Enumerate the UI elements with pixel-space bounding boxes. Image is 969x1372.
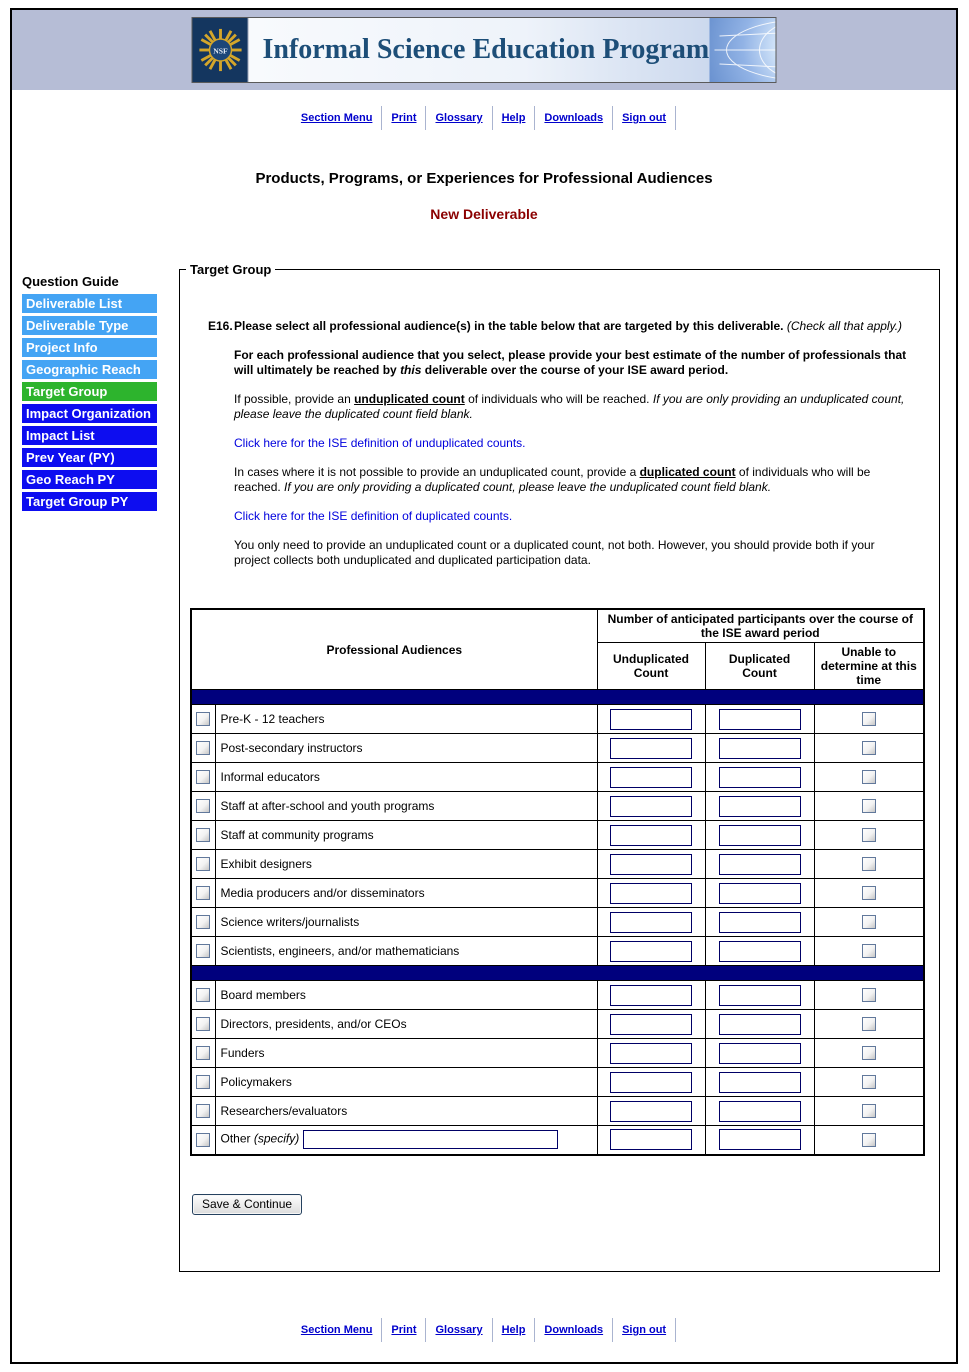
professional-audiences-table [190,608,925,1156]
nav-separator [492,106,493,130]
column-header-unduplicated-count: Unduplicated Count [597,643,705,690]
unduplicated-count-input[interactable] [610,941,692,962]
nsf-logo-icon [193,18,249,82]
other-specify-input[interactable] [303,1130,558,1149]
audience-label: Science writers/journalists [215,908,597,937]
duplicated-count-input[interactable] [719,941,801,962]
audience-select-checkbox[interactable] [196,1017,210,1031]
nav-link-help[interactable]: Help [501,1323,526,1336]
nav-link-downloads[interactable]: Downloads [544,1323,604,1336]
save-continue-button[interactable]: Save & Continue [192,1194,302,1215]
table-row [191,734,924,763]
bottom-navbar [12,1318,956,1342]
nav-separator [425,1318,426,1342]
unable-to-determine-checkbox[interactable] [862,799,876,813]
unable-to-determine-checkbox[interactable] [862,857,876,871]
audience-label: Funders [215,1039,597,1068]
top-navbar [12,106,956,130]
table-row [191,821,924,850]
duplicated-count-input[interactable] [719,912,801,933]
nav-link-sign-out[interactable]: Sign out [622,111,667,124]
duplicated-instruction: In cases where it is not possible to provide an unduplicated count, provide a duplicated count of individuals who will be reached. If you are only providing a duplicated count, please leave the unduplicated count field blank. [234,465,871,494]
sidebar-item-target-group-py[interactable]: Target Group PY [22,492,157,511]
question-guide-heading: Question Guide [22,274,119,289]
unable-to-determine-checkbox[interactable] [862,915,876,929]
duplicated-count-input[interactable] [719,738,801,759]
unable-to-determine-checkbox[interactable] [862,1104,876,1118]
nav-separator [675,1318,676,1342]
unduplicated-count-input[interactable] [610,1129,692,1150]
page-title: Products, Programs, or Experiences for Professional Audiences [255,170,713,187]
globe-graphic-icon [709,18,776,82]
audience-label: Informal educators [215,763,597,792]
nav-link-print[interactable]: Print [391,1323,417,1336]
unable-to-determine-checkbox[interactable] [862,988,876,1002]
sidebar-item-target-group[interactable]: Target Group [22,382,157,401]
duplicated-count-input[interactable] [719,985,801,1006]
question-guide-sidebar [22,274,160,514]
unduplicated-definition-row [234,436,909,451]
nav-separator [612,1318,613,1342]
nav-link-glossary[interactable]: Glossary [435,1323,483,1336]
unable-to-determine-checkbox[interactable] [862,770,876,784]
audience-label: Board members [215,981,597,1010]
duplicated-count-input[interactable] [719,883,801,904]
unduplicated-count-input[interactable] [610,854,692,875]
unable-to-determine-checkbox[interactable] [862,1017,876,1031]
estimate-instruction: For each professional audience that you select, please provide your best estimate of the number of professionals that will ultimately be reached by this deliverable over the course of your ISE award period. [234,348,907,377]
unduplicated-count-input[interactable] [610,1014,692,1035]
table-row [191,1010,924,1039]
sidebar-item-deliverable-list[interactable]: Deliverable List [22,294,157,313]
table-row [191,879,924,908]
program-banner [192,17,777,83]
unable-to-determine-checkbox[interactable] [862,828,876,842]
nav-link-help[interactable]: Help [501,111,526,124]
audience-select-checkbox[interactable] [196,886,210,900]
unduplicated-instruction: If possible, provide an unduplicated count of individuals who will be reached. If you are only providing an unduplicated count, please leave the duplicated count field blank. [234,392,905,421]
unable-to-determine-checkbox[interactable] [862,1133,876,1147]
audience-label-other: Other (specify) [215,1126,597,1155]
nav-link-section-menu[interactable]: Section Menu [300,1323,373,1336]
nav-link-sign-out[interactable]: Sign out [622,1323,667,1336]
unable-to-determine-checkbox[interactable] [862,886,876,900]
audience-select-checkbox[interactable] [196,915,210,929]
duplicated-count-input[interactable] [719,767,801,788]
unduplicated-count-input[interactable] [610,912,692,933]
duplicated-definition-link[interactable]: Click here for the ISE definition of duplicated counts. [234,509,513,523]
nav-link-glossary[interactable]: Glossary [435,111,483,124]
table-row [191,1039,924,1068]
svg-text:NSF: NSF [212,46,228,56]
audience-select-checkbox[interactable] [196,1046,210,1060]
section-band [191,966,924,981]
column-header-professional-audiences: Professional Audiences [191,609,597,690]
nav-separator [492,1318,493,1342]
sidebar-item-deliverable-type[interactable]: Deliverable Type [22,316,157,335]
audience-select-checkbox[interactable] [196,1075,210,1089]
unduplicated-count-input[interactable] [610,985,692,1006]
duplicated-count-input[interactable] [719,825,801,846]
audience-label: Staff at community programs [215,821,597,850]
banner-title: Informal Science Education Program [249,18,710,82]
audience-select-checkbox[interactable] [196,988,210,1002]
page-frame [10,8,958,1364]
audience-label: Scientists, engineers, and/or mathematicians [215,937,597,966]
unduplicated-definition-link[interactable]: Click here for the ISE definition of unduplicated counts. [234,436,526,450]
duplicated-count-input[interactable] [719,709,801,730]
audience-select-checkbox[interactable] [196,944,210,958]
unable-to-determine-checkbox[interactable] [862,741,876,755]
audience-label: Policymakers [215,1068,597,1097]
audience-select-checkbox[interactable] [196,857,210,871]
table-row [191,763,924,792]
target-group-fieldset [179,262,940,1272]
audience-label: Post-secondary instructors [215,734,597,763]
column-header-duplicated-count: Duplicated Count [705,643,814,690]
nav-separator [675,106,676,130]
header-band [12,10,956,90]
audience-select-checkbox[interactable] [196,1104,210,1118]
audience-select-checkbox[interactable] [196,799,210,813]
unduplicated-count-input[interactable] [610,1072,692,1093]
question-prompt: Please select all professional audience(s) in the table below that are targeted by this deliverable. (Check all that apply.) [234,319,903,333]
column-header-unable-to-determine: Unable to determine at this time [814,643,924,690]
table-row-other [191,1126,924,1155]
audience-select-checkbox[interactable] [196,712,210,726]
table-row [191,981,924,1010]
unduplicated-count-input[interactable] [610,883,692,904]
audience-label: Media producers and/or disseminators [215,879,597,908]
table-row [191,1068,924,1097]
unduplicated-count-input[interactable] [610,709,692,730]
unduplicated-count-input[interactable] [610,767,692,788]
nav-separator [381,1318,382,1342]
table-row [191,705,924,734]
unduplicated-count-input[interactable] [610,738,692,759]
nav-separator [425,106,426,130]
unable-to-determine-checkbox[interactable] [862,944,876,958]
audience-select-checkbox[interactable] [196,741,210,755]
unduplicated-count-input[interactable] [610,796,692,817]
nav-separator [534,106,535,130]
nav-link-print[interactable]: Print [391,111,417,124]
nav-link-section-menu[interactable]: Section Menu [300,111,373,124]
question-number: E16. [208,319,233,333]
nav-separator [381,106,382,130]
page-subtitle: New Deliverable [430,206,538,222]
duplicated-count-input[interactable] [719,1043,801,1064]
duplicated-count-input[interactable] [719,854,801,875]
table-row [191,850,924,879]
unduplicated-count-input[interactable] [610,825,692,846]
sidebar-item-prev-year-py[interactable]: Prev Year (PY) [22,448,157,467]
sidebar-item-geo-reach-py[interactable]: Geo Reach PY [22,470,157,489]
fieldset-legend: Target Group [190,262,272,277]
table-row [191,937,924,966]
nav-separator [534,1318,535,1342]
audience-label: Pre-K - 12 teachers [215,705,597,734]
nav-link-downloads[interactable]: Downloads [544,111,604,124]
table-row [191,1097,924,1126]
both-counts-note: You only need to provide an unduplicated count or a duplicated count, not both. However, you should provide both if your project collects both unduplicated and duplicated participation data. [234,538,875,567]
sidebar-item-impact-list[interactable]: Impact List [22,426,157,445]
unable-to-determine-checkbox[interactable] [862,1046,876,1060]
sidebar-item-geographic-reach[interactable]: Geographic Reach [22,360,157,379]
audience-select-checkbox[interactable] [196,770,210,784]
sidebar-item-project-info[interactable]: Project Info [22,338,157,357]
duplicated-count-input[interactable] [719,1014,801,1035]
table-row [191,792,924,821]
audience-select-checkbox[interactable] [196,828,210,842]
audience-label: Exhibit designers [215,850,597,879]
nav-separator [612,106,613,130]
audience-label: Staff at after-school and youth programs [215,792,597,821]
unduplicated-count-input[interactable] [610,1043,692,1064]
duplicated-count-input[interactable] [719,1129,801,1150]
sidebar-item-impact-organization[interactable]: Impact Organization [22,404,157,423]
unduplicated-count-input[interactable] [610,1101,692,1122]
unable-to-determine-checkbox[interactable] [862,1075,876,1089]
column-header-participants-group: Number of anticipated participants over the course of the ISE award period [597,609,924,643]
audience-select-checkbox[interactable] [196,1133,210,1147]
unable-to-determine-checkbox[interactable] [862,712,876,726]
duplicated-count-input[interactable] [719,796,801,817]
duplicated-definition-row [234,509,909,524]
section-band [191,690,924,705]
audience-label: Researchers/evaluators [215,1097,597,1126]
duplicated-count-input[interactable] [719,1101,801,1122]
question-e16 [208,319,909,582]
table-row [191,908,924,937]
audience-label: Directors, presidents, and/or CEOs [215,1010,597,1039]
duplicated-count-input[interactable] [719,1072,801,1093]
